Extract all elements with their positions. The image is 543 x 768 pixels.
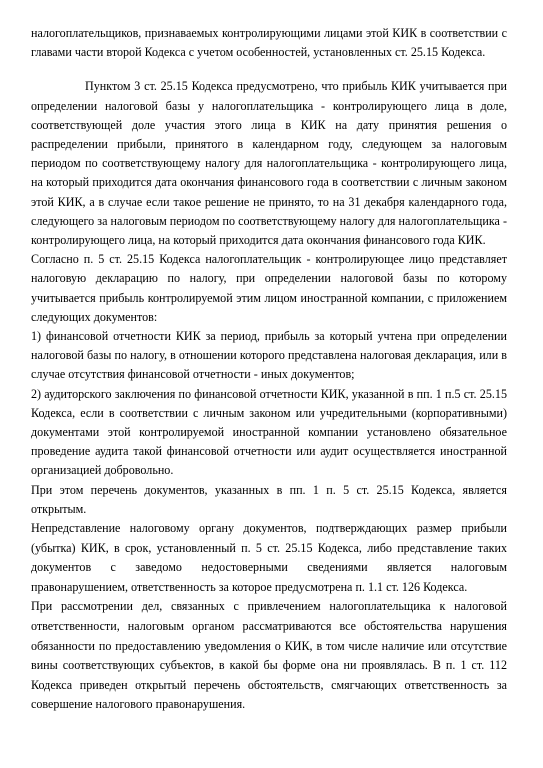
paragraph-intro-continuation: налогоплательщиков, признаваемых контролирующими лицами этой КИК в соответствии с главами части второй Кодекса с учетом особенностей, установленных ст. 25.15 Кодекса. <box>31 26 507 60</box>
paragraph-profit-accounting: Пунктом 3 ст. 25.15 Кодекса предусмотрено, что прибыль КИК учитывается при определении налоговой базы у налогоплательщика - контролирующего лица в доле, соответствующей доле участия этого лица в КИК на дату принятия решения о распределении прибыли, принятого в календарном году, следующем за налоговым периодом по соответствующему налогу для налогоплательщика - контролирующего лица, на который приходится дата окончания финансового года в соответствии с личным законом этой КИК, а в случае если такое решение не принято, то на 31 декабря календарного года, следующего за налоговым периодом по соответствующему налогу для налогоплательщика - контролирующего лица, на который приходится дата окончания финансового года КИК. <box>31 79 507 248</box>
paragraph-financial-statements-item: 1) финансовой отчетности КИК за период, прибыль за который учтена при определении налоговой базы по налогу, в отношении которого представлена налоговая декларация, или в случае отсутствия финансовой отчетности - иных документов; <box>31 329 507 382</box>
paragraph-declaration-requirements: Согласно п. 5 ст. 25.15 Кодекса налогоплательщик - контролирующее лицо представляет налоговую декларацию по налогу, при определении налоговой базы по которому учитывается прибыль контролируемой этим лицом иностранной компании, с приложением следующих документов: <box>31 252 507 324</box>
paragraph-non-submission-liability: Непредставление налоговому органу документов, подтверждающих размер прибыли (убытка) КИК, в срок, установленный п. 5 ст. 25.15 Кодекса, либо представление таких документов с заведомо недостоверными сведениями является налоговым правонарушением, ответственность за которое предусмотрена п. 1.1 ст. 126 Кодекса. <box>31 521 507 594</box>
paragraph-audit-report-item: 2) аудиторского заключения по финансовой отчетности КИК, указанной в пп. 1 п.5 ст. 25.15 Кодекса, если в соответствии с личным законом или учредительными (корпоративными) документами этой контролируемой иностранной компании установлено обязательное проведение аудита такой финансовой отчетности или аудит осуществляется иностранной организацией добровольно. <box>31 386 507 478</box>
paragraph-case-consideration: При рассмотрении дел, связанных с привлечением налогоплательщика к налоговой ответственности, налоговым органом рассматриваются все обстоятельства нарушения обязанности по предоставлению уведомления о КИК, в том числе наличие или отсутствие вины соответствующих субъектов, в какой бы форме она ни проявлялась. В п. 1 ст. 112 Кодекса приведен открытый перечень обстоятельств, смягчающих ответственность за совершение налогового правонарушения. <box>31 599 507 712</box>
paragraph-open-list-note: При этом перечень документов, указанных в пп. 1 п. 5 ст. 25.15 Кодекса, является открытым. <box>31 482 507 516</box>
